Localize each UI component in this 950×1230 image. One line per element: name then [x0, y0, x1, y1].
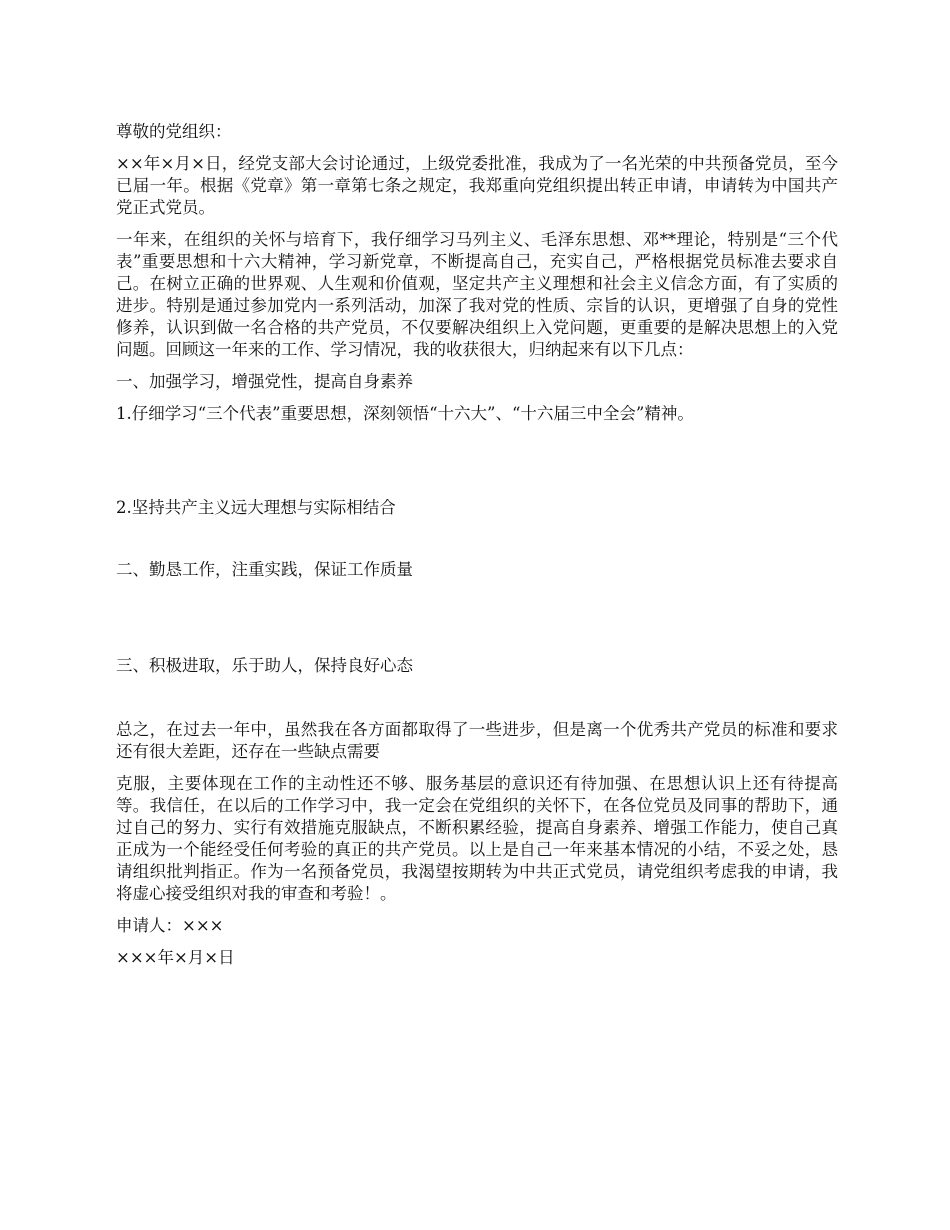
paragraph-closing: 克服，主要体现在工作的主动性还不够、服务基层的意识还有待加强、在思想认识上还有待提高等。我信任，在以后的工作学习中，我一定会在党组织的关怀下，在各位党员及同事的帮助下，通过自己的努力、实行有效措施克服缺点，不断积累经验，提高自身素养、增强工作能力，使自己真正成为一个能经受任何考验的真正的共产党员。以上是自己一年来基本情况的小结，不妥之处，恳请组织批判指正。作为一名预备党员，我渴望按期转为中共正式党员，请党组织考虑我的申请，我将虚心接受组织对我的审查和考验！。 — [116, 774, 838, 903]
letter-date: ×××年×月×日 — [116, 948, 235, 967]
paragraph-summary: 总之，在过去一年中，虽然我在各方面都取得了一些进步，但是离一个优秀共产党员的标准和要求还有很大差距，还存在一些缺点需要 — [116, 720, 838, 761]
section-1-item-2: 2.坚持共产主义远大理想与实际相结合 — [116, 498, 396, 517]
applicant-signature: 申请人：××× — [116, 916, 224, 935]
paragraph-intro: ××年×月×日，经党支部大会讨论通过，上级党委批准，我成为了一名光荣的中共预备党员，至今已届一年。根据《党章》第一章第七条之规定，我郑重向党组织提出转正申请，申请转为中国共产党正式党员。 — [116, 154, 838, 217]
salutation: 尊敬的党组织： — [116, 122, 232, 141]
paragraph-review: 一年来，在组织的关怀与培育下，我仔细学习马列主义、毛泽东思想、邓**理论，特别是“三个代表”重要思想和十六大精神，学习新党章，不断提高自己，充实自己，严格根据党员标准去要求自己。在树立正确的世界观、人生观和价值观，坚定共产主义理想和社会主义信念方面，有了实质的进步。特别是通过参加党内一系列活动，加深了我对党的性质、宗旨的认识，更增强了自身的党性修养，认识到做一名合格的共产党员，不仅要解决组织上入党问题，更重要的是解决思想上的入党问题。回顾这一年来的工作、学习情况，我的收获很大，归纳起来有以下几点： — [116, 230, 838, 359]
section-3-heading: 三、积极进取，乐于助人，保持良好心态 — [116, 656, 413, 675]
section-2-heading: 二、勤恳工作，注重实践，保证工作质量 — [116, 560, 413, 579]
document-page — [116, 121, 838, 979]
section-1-heading: 一、加强学习，增强党性，提高自身素养 — [116, 372, 413, 391]
section-1-item-1: 1.仔细学习“三个代表”重要思想，深刻领悟“十六大”、“十六届三中全会”精神。 — [116, 404, 694, 423]
